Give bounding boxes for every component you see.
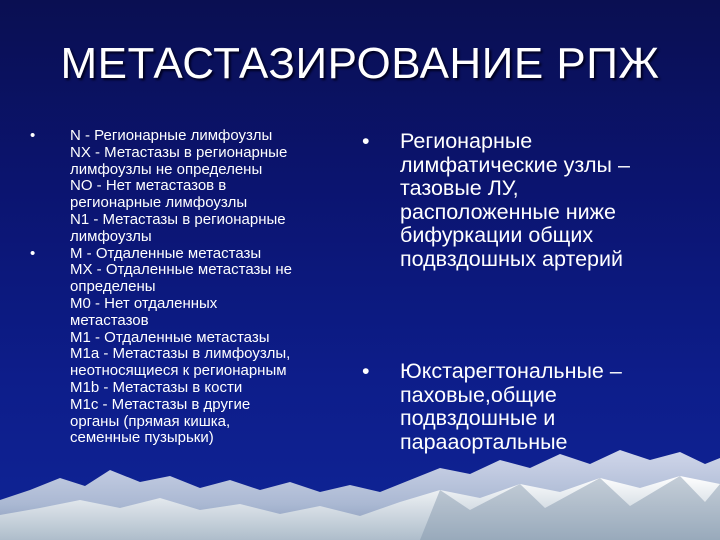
bullet-line: паховые,общие — [400, 382, 557, 407]
bullet-line: M1a - Метастазы в лимфоузлы, — [70, 345, 291, 363]
bullet-line: метастазов — [70, 311, 149, 329]
bullet-dot: • — [362, 129, 370, 153]
bullet-line: M0 - Нет отдаленных — [70, 294, 218, 312]
bullet-line: M1c - Метастазы в другие — [70, 395, 251, 413]
bullet-line: MX - Отдаленные метастазы не — [70, 261, 292, 279]
bullet-line: семенные пузырьки) — [70, 429, 214, 447]
right-bullet-regional — [362, 130, 682, 271]
bullet-line: N - Регионарные лимфоузлы — [70, 127, 273, 144]
bullet-line: M1b - Метастазы в кости — [70, 378, 243, 396]
bullet-line: бифуркации общих — [400, 223, 594, 247]
slide-title: МЕТАСТАЗИРОВАНИЕ РПЖ — [60, 39, 660, 88]
bullet-line: лимфоузлы — [70, 227, 152, 245]
bullet-dot: • — [362, 359, 370, 383]
bullet-line: органы (прямая кишка, — [70, 412, 231, 430]
left-bullet-m — [30, 246, 345, 448]
bullet-dot: • — [30, 127, 36, 144]
bullet-line: расположенные ниже — [400, 199, 616, 224]
bullet-line: подвздошных артерий — [400, 246, 624, 271]
bullet-line: лимфатические узлы – — [400, 152, 630, 177]
bullet-line: тазовые ЛУ, — [400, 176, 519, 200]
bullet-line: NX - Метастазы в регионарные — [70, 143, 288, 161]
bullet-line: Регионарные — [400, 129, 533, 153]
bullet-line: M - Отдаленные метастазы — [70, 244, 262, 262]
bullet-line: подвздошные и — [400, 406, 556, 430]
left-bullet-n — [30, 128, 345, 246]
bullet-line: M1 - Отдаленные метастазы — [70, 328, 270, 346]
bullet-dot: • — [30, 244, 36, 262]
bullet-line: NO - Нет метастазов в — [70, 177, 227, 195]
mountain-range-decoration — [0, 430, 720, 540]
bullet-line: парааортальные — [400, 429, 568, 454]
bullet-line: Юкстарегтональные – — [400, 359, 622, 383]
left-column — [30, 128, 345, 447]
bullet-line: N1 - Метастазы в регионарные — [70, 210, 286, 228]
bullet-line: регионарные лимфоузлы — [70, 194, 248, 212]
bullet-line: лимфоузлы не определены — [70, 160, 263, 178]
bullet-line: определены — [70, 278, 156, 296]
bullet-line: неотносящиеся к регионарным — [70, 362, 287, 380]
